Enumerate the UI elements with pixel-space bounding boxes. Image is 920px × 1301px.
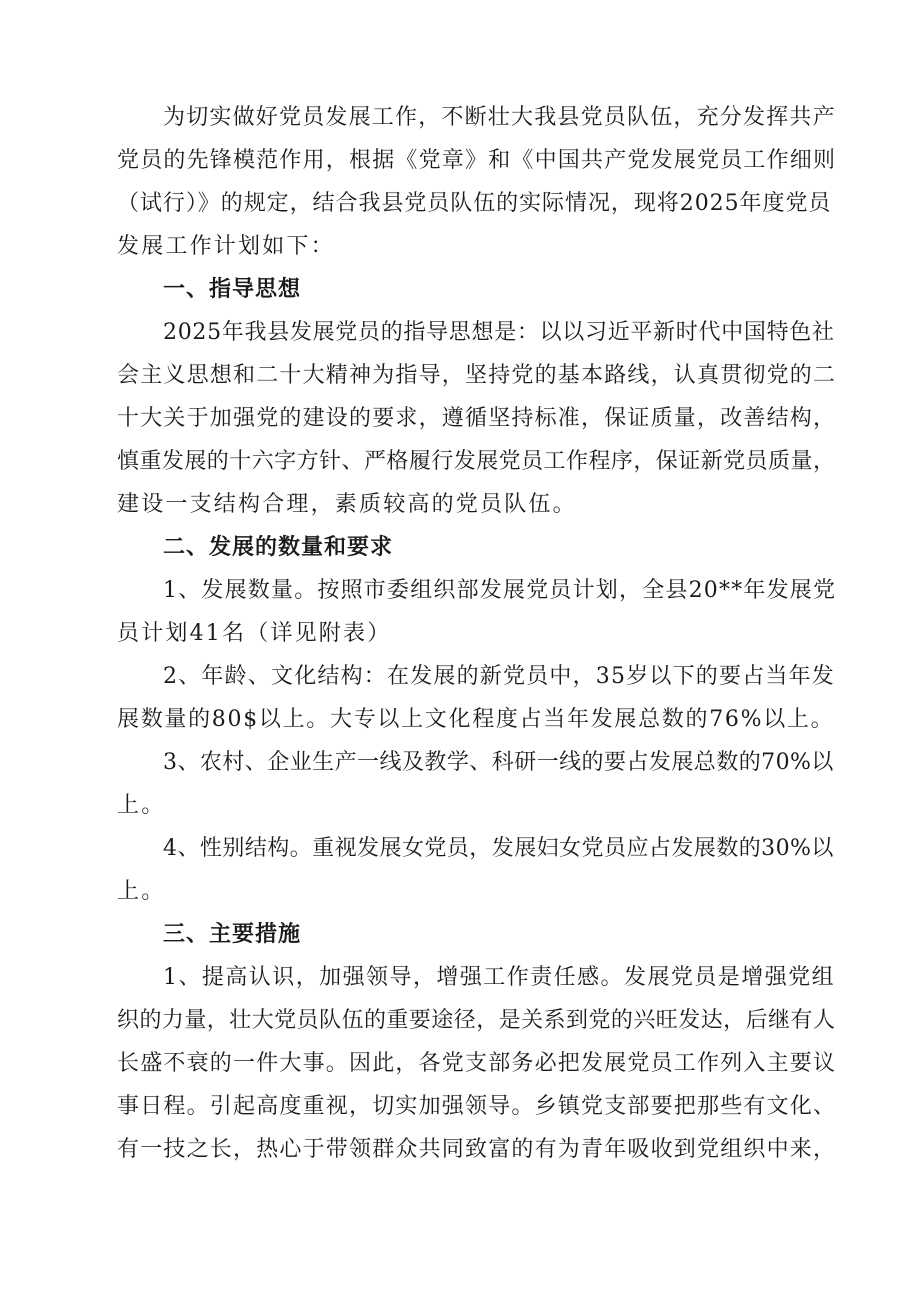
paragraph-line: （试行）》的规定，结合我县党员队伍的实际情况，现将2025年度党员 bbox=[117, 191, 832, 216]
requirement-item-3 bbox=[117, 741, 837, 827]
paragraph-line: 1、发展数量。按照市委组织部发展党员计划，全县20**年发展党 bbox=[163, 578, 837, 603]
paragraph-line: 上。 bbox=[117, 793, 166, 818]
paragraph-line: 为切实做好党员发展工作，不断壮大我县党员队伍，充分发挥共产 bbox=[163, 105, 836, 130]
paragraph-line: 上。 bbox=[117, 879, 166, 904]
paragraph-line: 4、性别结构。重视发展女党员，发展妇女党员应占发展数的30%以 bbox=[163, 836, 834, 861]
paragraph-line: 1、提高认识，加强领导，增强工作责任感。发展党员是增强党组 bbox=[163, 965, 836, 990]
paragraph-line: 有一技之长，热心于带领群众共同致富的有为青年吸收到党组织中来， bbox=[117, 1137, 837, 1162]
paragraph-line: 展数量的80$以上。大专以上文化程度占当年发展总数的76%以上。 bbox=[117, 707, 835, 732]
paragraph-line: 2、年龄、文化结构：在发展的新党员中，35岁以下的要占当年发 bbox=[163, 664, 835, 689]
requirement-item-4 bbox=[117, 827, 837, 913]
paragraph-line: 2025年我县发展党员的指导思想是：以以习近平新时代中国特色社 bbox=[163, 320, 835, 345]
paragraph-line: 会主义思想和二十大精神为指导，坚持党的基本路线，认真贯彻党的二 bbox=[117, 363, 837, 388]
paragraph-line: 事日程。引起高度重视，切实加强领导。乡镇党支部要把那些有文化、 bbox=[117, 1094, 837, 1119]
section-heading-main-measures: 三、主要措施 bbox=[163, 922, 302, 947]
section-heading-quantity-requirements: 二、发展的数量和要求 bbox=[163, 535, 394, 560]
paragraph-line: 长盛不衰的一件大事。因此，各党支部务必把发展党员工作列入主要议 bbox=[117, 1051, 837, 1076]
paragraph-line: 发展工作计划如下： bbox=[117, 234, 335, 259]
paragraph-line: 3、农村、企业生产一线及教学、科研一线的要占发展总数的70%以 bbox=[163, 750, 834, 775]
paragraph-line: 建设一支结构合理，素质较高的党员队伍。 bbox=[117, 492, 577, 517]
requirement-item-2 bbox=[117, 655, 837, 741]
intro-paragraph bbox=[117, 96, 837, 268]
main-measures-paragraph bbox=[117, 956, 837, 1171]
requirement-item-1 bbox=[117, 569, 837, 655]
paragraph-line: 十大关于加强党的建设的要求，遵循坚持标准，保证质量，改善结构， bbox=[117, 406, 837, 431]
paragraph-line: 员计划41名（详见附表） bbox=[117, 621, 392, 646]
paragraph-line: 党员的先锋模范作用，根据《党章》和《中国共产党发展党员工作细则 bbox=[117, 148, 837, 173]
guiding-thought-paragraph bbox=[117, 311, 837, 526]
paragraph-line: 织的力量，壮大党员队伍的重要途径，是关系到党的兴旺发达，后继有人 bbox=[117, 1008, 836, 1033]
document-body bbox=[117, 96, 837, 1171]
paragraph-line: 慎重发展的十六字方针、严格履行发展党员工作程序，保证新党员质量， bbox=[117, 449, 836, 474]
section-heading-guiding-thought: 一、指导思想 bbox=[163, 277, 302, 302]
